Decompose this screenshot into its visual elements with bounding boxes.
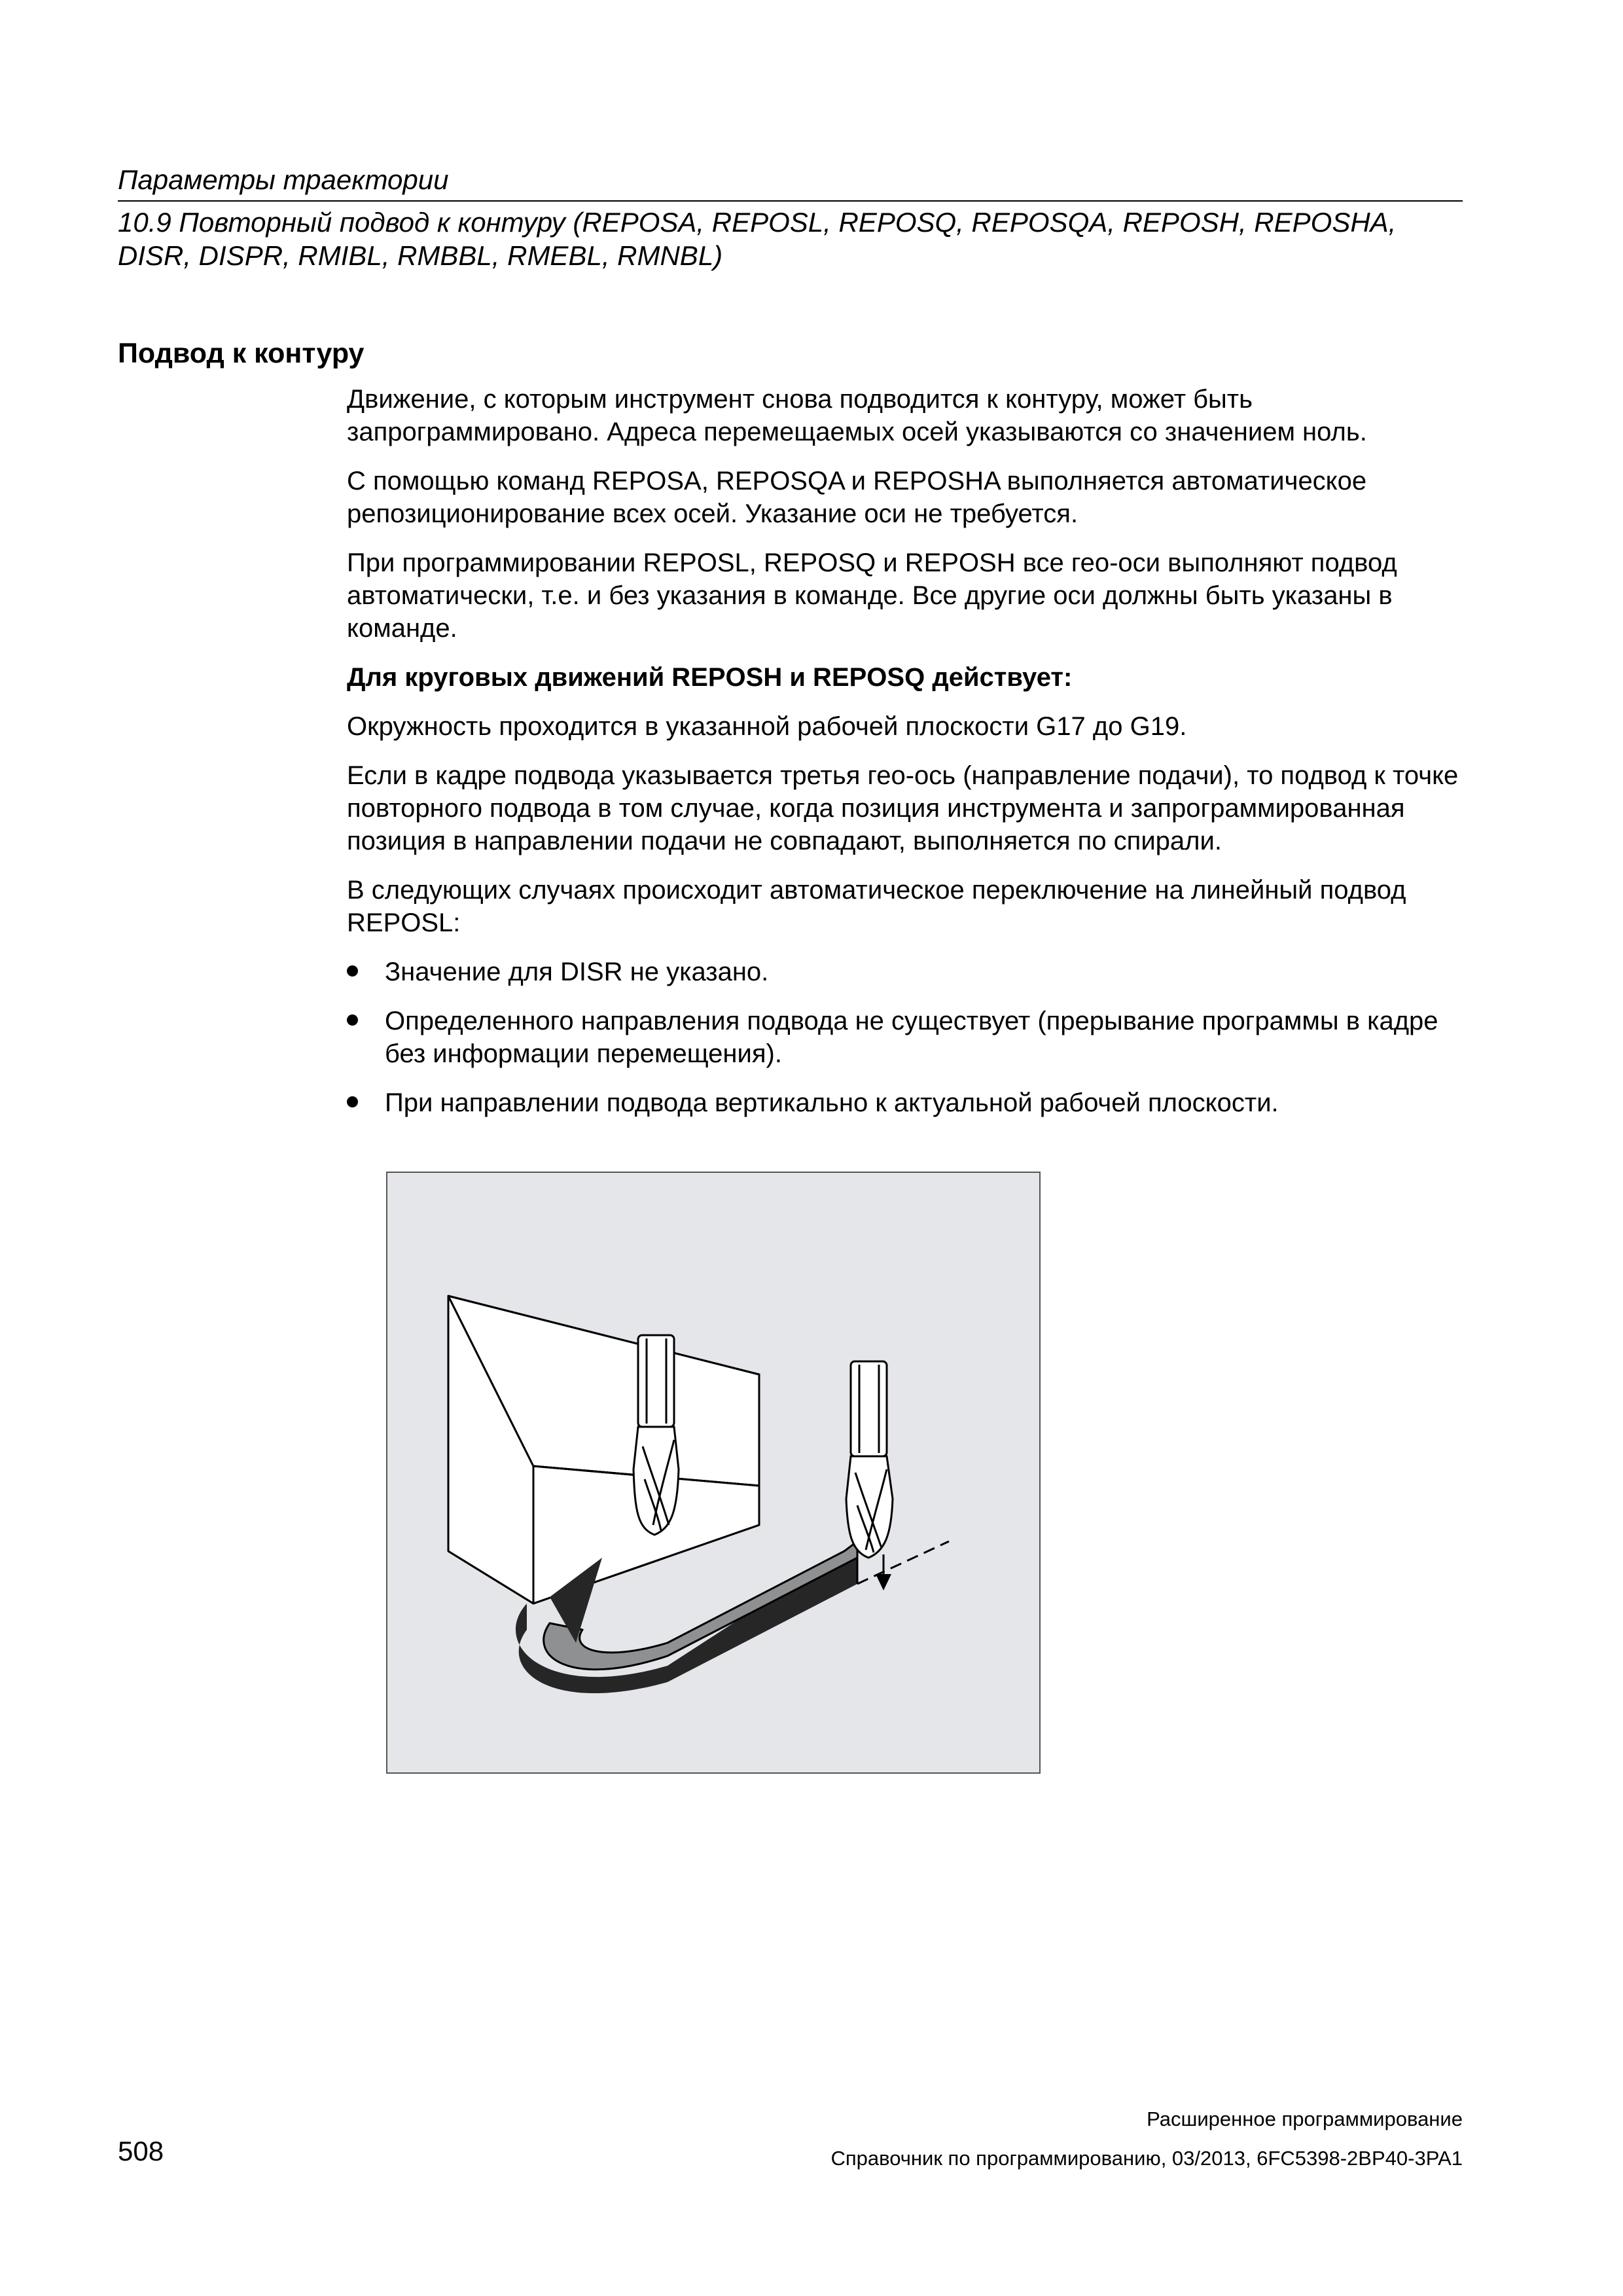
bullet-item xyxy=(347,1086,1469,1119)
paragraph: С помощью команд REPOSA, REPOSQA и REPOSHA выполняется автоматическое репозиционирование всех осей. Указание оси не требуется. xyxy=(347,467,1367,528)
bullet-dot-icon xyxy=(347,1096,358,1107)
header-section-title: Параметры траектории xyxy=(118,164,449,195)
paragraph: Если в кадре подвода указывается третья гео-ось (направление подачи), то подвод к точке повторного подвода в том случае, когда позиция инструмента и запрограммированная позиция в направлении подачи не совпадают, выполняется по спирали. xyxy=(347,761,1459,855)
header-divider xyxy=(118,200,1463,202)
section-heading: Подвод к контуру xyxy=(118,338,365,369)
approach-illustration xyxy=(386,1172,1041,1774)
footer-reference: Справочник по программированию, 03/2013, 6FC5398-2BP40-3PA1 xyxy=(830,2147,1463,2170)
page-number: 508 xyxy=(118,2136,164,2166)
paragraph: При программировании REPOSL, REPOSQ и REPOSH все гео-оси выполняют подвод автоматически, т.е. и без указания в команде. Все другие оси должны быть указаны в команде. xyxy=(347,548,1397,643)
bullet-text: При направлении подвода вертикально к актуальной рабочей плоскости. xyxy=(385,1088,1279,1117)
bullet-dot-icon xyxy=(347,965,358,977)
footer-book-title: Расширенное программирование xyxy=(1147,2108,1463,2130)
bullet-list xyxy=(347,956,1469,1119)
bullet-item xyxy=(347,956,1469,988)
milling-tool-icon xyxy=(633,1335,679,1535)
body-text xyxy=(347,383,1469,1136)
bullet-text: Определенного направления подвода не существует (прерывание программы в кадре без информации перемещения). xyxy=(385,1007,1438,1068)
milling-tool-icon xyxy=(846,1361,893,1558)
paragraph: Движение, с которым инструмент снова подводится к контуру, может быть запрограммировано. Адреса перемещаемых осей указываются со значением ноль. xyxy=(347,385,1367,446)
header-chapter-title: 10.9 Повторный подвод к контуру (REPOSA, REPOSL, REPOSQ, REPOSQA, REPOSH, REPOSHA, DISR, DISPR, RMIBL, RMBBL, RMEBL, RMNBL) xyxy=(118,207,1397,271)
paragraph: Окружность проходится в указанной рабочей плоскости G17 до G19. xyxy=(347,712,1187,741)
bullet-text: Значение для DISR не указано. xyxy=(385,958,769,986)
bullet-dot-icon xyxy=(347,1014,358,1026)
bullet-item xyxy=(347,1005,1469,1070)
subheading: Для круговых движений REPOSH и REPOSQ действует: xyxy=(347,663,1073,692)
paragraph: В следующих случаях происходит автоматическое переключение на линейный подвод REPOSL: xyxy=(347,876,1406,937)
